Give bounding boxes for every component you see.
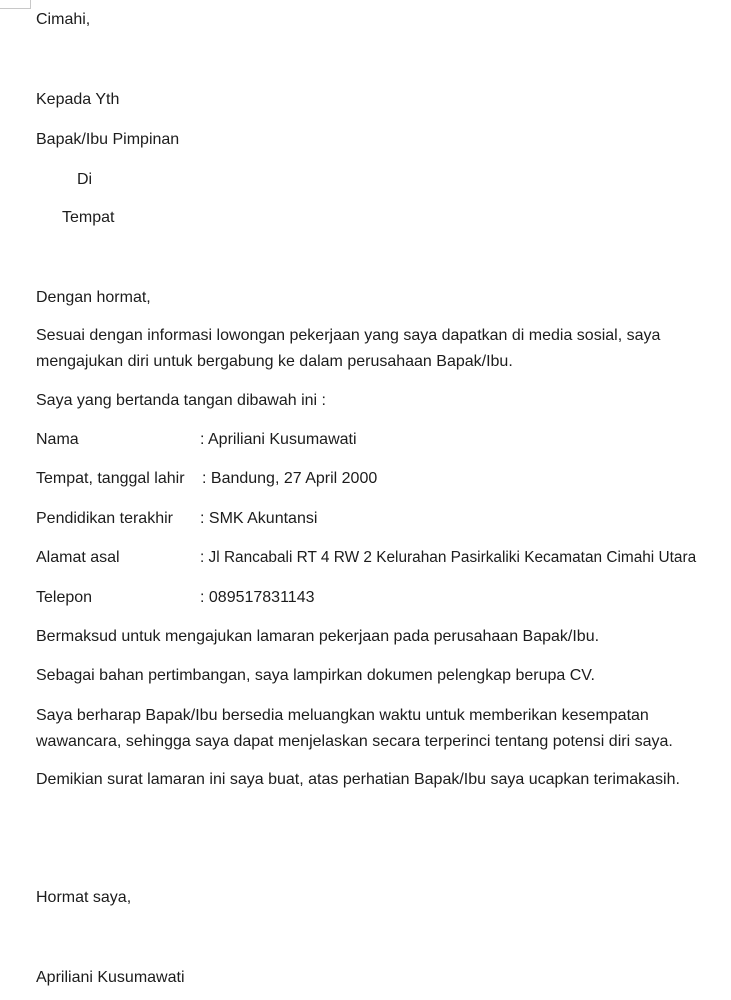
letter-place: Cimahi, <box>36 11 91 28</box>
page-corner-mark <box>0 0 31 9</box>
undersigned-line: Saya yang bertanda tangan dibawah ini : <box>36 392 326 409</box>
recipient-di: Di <box>77 171 93 188</box>
recipient-tempat: Tempat <box>62 209 115 226</box>
field-value-nama: : Apriliani Kusumawati <box>200 431 357 448</box>
signature-name: Apriliani Kusumawati <box>36 969 185 986</box>
field-value-alamat: : Jl Rancabali RT 4 RW 2 Kelurahan Pasirkaliki Kecamatan Cimahi Utara <box>200 549 697 566</box>
field-label-telepon: Telepon <box>36 589 93 606</box>
field-label-pendidikan: Pendidikan terakhir <box>36 510 173 527</box>
field-label-alamat: Alamat asal <box>36 549 120 566</box>
recipient-to: Bapak/Ibu Pimpinan <box>36 131 180 148</box>
sign-off: Hormat saya, <box>36 889 132 906</box>
purpose-line: Bermaksud untuk mengajukan lamaran pekerjaan pada perusahaan Bapak/Ibu. <box>36 628 600 645</box>
field-value-telepon: : 089517831143 <box>200 589 315 606</box>
hope-paragraph: Saya berharap Bapak/Ibu bersedia meluangkan waktu untuk memberikan kesempatan wawancara, sehingga saya dapat menjelaskan secara terperinci tentang potensi diri saya. <box>36 707 673 750</box>
field-label-nama: Nama <box>36 431 79 448</box>
field-value-pendidikan: : SMK Akuntansi <box>200 510 318 527</box>
greeting: Dengan hormat, <box>36 289 151 306</box>
recipient-kepada: Kepada Yth <box>36 91 120 108</box>
intro-paragraph: Sesuai dengan informasi lowongan pekerjaan yang saya dapatkan di media sosial, saya mengajukan diri untuk bergabung ke dalam perusahaan Bapak/Ibu. <box>36 327 661 370</box>
field-value-ttl: : Bandung, 27 April 2000 <box>202 470 378 487</box>
attachment-line: Sebagai bahan pertimbangan, saya lampirkan dokumen pelengkap berupa CV. <box>36 667 595 684</box>
closing-line: Demikian surat lamaran ini saya buat, atas perhatian Bapak/Ibu saya ucapkan terimakasih. <box>36 771 680 788</box>
field-label-ttl: Tempat, tanggal lahir <box>36 470 185 487</box>
